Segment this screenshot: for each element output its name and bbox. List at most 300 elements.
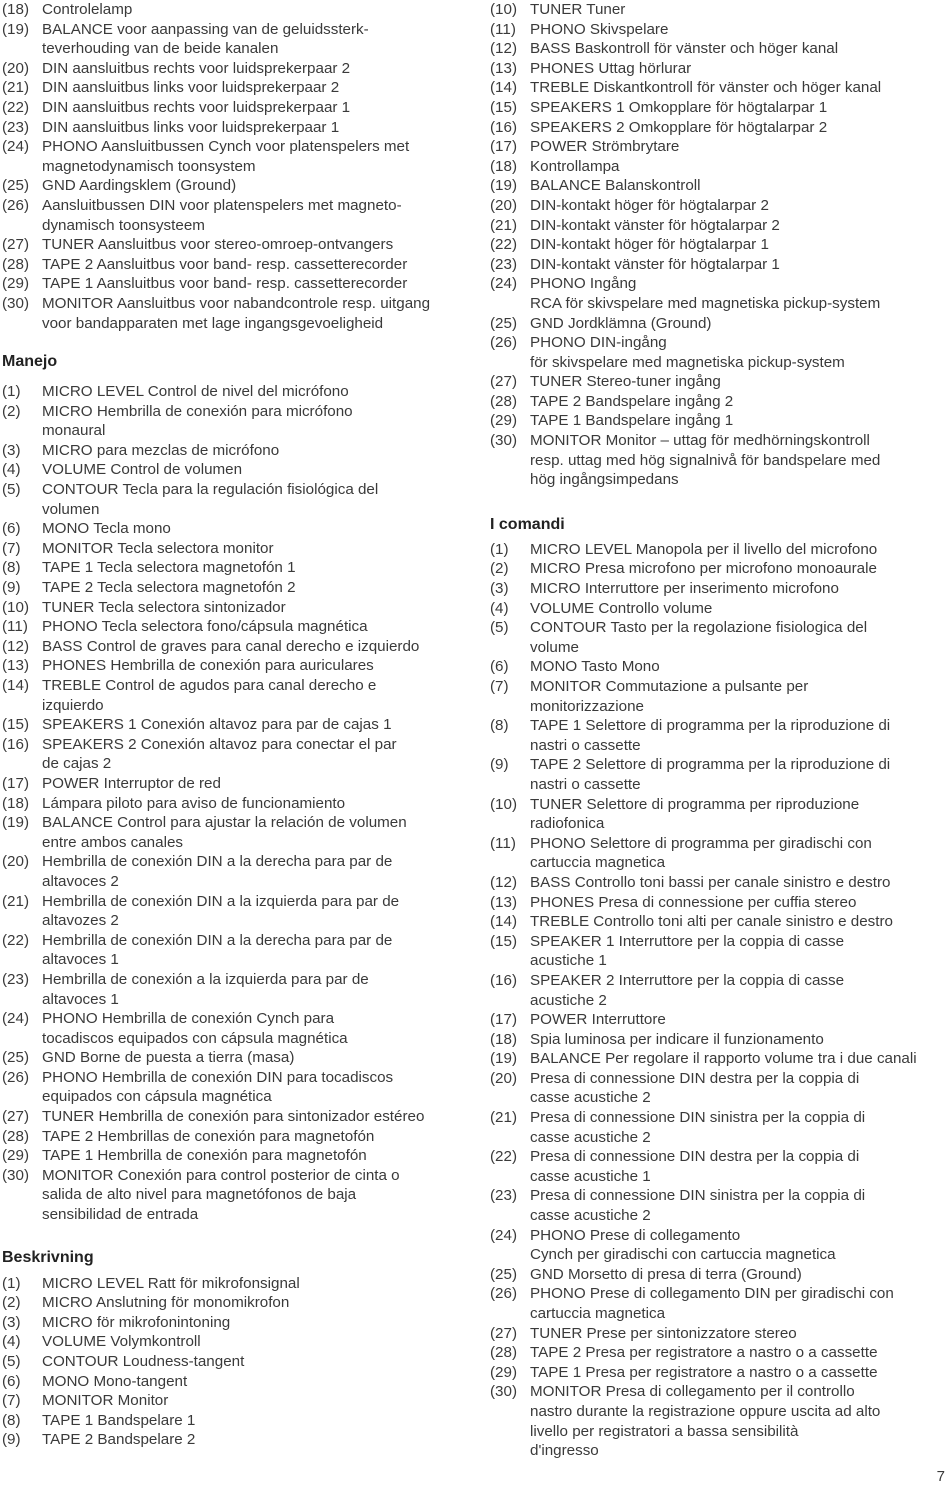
item-text-continued: Cynch per giradischi con cartuccia magnetica bbox=[530, 1246, 836, 1264]
item-number: (14) bbox=[490, 79, 518, 97]
list-item bbox=[490, 1363, 950, 1383]
item-text: TAPE 2 Tecla selectora magnetofón 2 bbox=[42, 579, 296, 597]
item-text: CONTOUR Tecla para la regulación fisiológica del bbox=[42, 481, 379, 499]
item-number: (23) bbox=[2, 970, 30, 988]
list-item bbox=[2, 539, 472, 559]
item-number: (14) bbox=[2, 677, 30, 694]
list-item bbox=[490, 59, 950, 79]
item-number: (16) bbox=[490, 971, 518, 989]
item-text: DIN aansluitbus links voor luidsprekerpaar 2 bbox=[42, 79, 340, 97]
item-text: SPEAKERS 2 Omkopplare för högtalarpar 2 bbox=[530, 118, 828, 136]
list-item bbox=[490, 1284, 950, 1304]
item-text: TAPE 1 Aansluitbus voor band- resp. cassetterecorder bbox=[42, 275, 408, 293]
item-number: (4) bbox=[490, 599, 509, 617]
list-item bbox=[490, 39, 950, 59]
item-number: (7) bbox=[490, 678, 509, 695]
item-number: (2) bbox=[490, 560, 509, 578]
item-number: (9) bbox=[2, 1431, 21, 1449]
item-number: (15) bbox=[490, 932, 518, 950]
item-text-continued: d'ingresso bbox=[530, 1442, 599, 1460]
item-text-continued: altavoces 1 bbox=[42, 990, 119, 1008]
list-item bbox=[2, 402, 472, 422]
item-text: MONITOR Presa di collegamento per il controllo bbox=[530, 1383, 855, 1401]
item-text: MICRO Hembrilla de conexión para micrófono bbox=[42, 402, 353, 420]
item-number: (22) bbox=[490, 1148, 518, 1166]
item-number: (11) bbox=[490, 834, 516, 852]
item-number: (25) bbox=[2, 1049, 30, 1067]
item-number: (20) bbox=[490, 196, 518, 214]
item-number: (23) bbox=[490, 1187, 518, 1205]
list-item bbox=[490, 1010, 950, 1030]
item-text: PHONES Presa di connessione per cuffia stereo bbox=[530, 893, 857, 911]
list-item bbox=[490, 372, 950, 392]
item-number: (24) bbox=[490, 275, 518, 293]
item-number: (18) bbox=[490, 1030, 518, 1048]
list-item bbox=[2, 1146, 472, 1166]
swedish-list-continued bbox=[490, 0, 950, 490]
item-text: POWER Strömbrytare bbox=[530, 138, 680, 156]
item-number: (23) bbox=[2, 118, 30, 136]
list-item bbox=[2, 255, 472, 275]
list-item bbox=[2, 1009, 472, 1029]
item-number: (19) bbox=[490, 1050, 518, 1068]
list-item bbox=[490, 196, 950, 216]
item-text-continued: livello per registratori a bassa sensibilità bbox=[530, 1422, 799, 1440]
list-item bbox=[2, 78, 472, 98]
list-item bbox=[2, 931, 472, 951]
item-number: (22) bbox=[490, 236, 518, 254]
item-text-continued: equipados con cápsula magnética bbox=[42, 1088, 272, 1106]
list-item bbox=[2, 1332, 472, 1352]
item-text: Presa di connessione DIN sinistra per la coppia di bbox=[530, 1109, 866, 1127]
item-number: (10) bbox=[2, 598, 30, 616]
list-item bbox=[490, 1343, 950, 1363]
item-number: (3) bbox=[2, 1313, 21, 1331]
item-text-continued: salida de alto nivel para magnetófonos de baja bbox=[42, 1186, 357, 1204]
item-text: MONO Tasto Mono bbox=[530, 658, 660, 676]
list-item bbox=[490, 1324, 950, 1344]
item-text: PHONO Ingång bbox=[530, 275, 637, 293]
item-text: Presa di connessione DIN sinistra per la coppia di bbox=[530, 1187, 866, 1205]
item-text: Kontrollampa bbox=[530, 157, 620, 175]
item-text: Lámpara piloto para aviso de funcionamiento bbox=[42, 794, 346, 812]
item-number: (16) bbox=[2, 735, 30, 753]
dutch-list bbox=[2, 0, 472, 333]
list-item bbox=[2, 519, 472, 539]
item-text-continued: cartuccia magnetica bbox=[530, 1305, 666, 1322]
list-item bbox=[490, 255, 950, 275]
item-text: PHONO Hembrilla de conexión DIN para tocadiscos bbox=[42, 1068, 394, 1086]
item-text: PHONO Prese di collegamento bbox=[530, 1226, 741, 1244]
item-text: PHONO Prese di collegamento DIN per giradischi con bbox=[530, 1285, 894, 1303]
item-text: PHONO Selettore di programma per giradischi con bbox=[530, 834, 872, 852]
item-text: Presa di connessione DIN destra per la coppia di bbox=[530, 1069, 860, 1087]
item-number: (3) bbox=[490, 580, 509, 598]
item-text-continued: entre ambos canales bbox=[42, 833, 183, 851]
list-item bbox=[2, 98, 472, 118]
item-text: BALANCE voor aanpassing van de geluidssterk- bbox=[42, 20, 369, 38]
item-text: TAPE 1 Bandspelare 1 bbox=[42, 1411, 196, 1429]
list-item bbox=[490, 1265, 950, 1285]
item-number: (27) bbox=[2, 1108, 30, 1126]
item-text-continued: RCA för skivspelare med magnetiska pickup-system bbox=[530, 294, 881, 312]
item-number: (19) bbox=[2, 20, 30, 38]
item-number: (21) bbox=[2, 892, 30, 910]
item-number: (17) bbox=[2, 774, 30, 792]
list-item bbox=[490, 1049, 950, 1069]
list-item bbox=[2, 1166, 472, 1186]
item-text-continued: tocadiscos equipados con cápsula magnética bbox=[42, 1029, 348, 1047]
item-number: (14) bbox=[490, 913, 518, 931]
item-number: (1) bbox=[490, 540, 509, 558]
item-text: TUNER Selettore di programma per riproduzione bbox=[530, 795, 860, 813]
item-text: PHONO Skivspelare bbox=[530, 20, 669, 38]
item-text: MICRO para mezclas de micrófono bbox=[42, 441, 280, 459]
list-item bbox=[490, 20, 950, 40]
item-number: (26) bbox=[2, 196, 30, 214]
item-text: MONO Tecla mono bbox=[42, 520, 171, 538]
list-item bbox=[490, 1030, 950, 1050]
item-text: TAPE 2 Bandspelare ingång 2 bbox=[530, 392, 734, 410]
list-item bbox=[2, 1068, 472, 1088]
item-text: MONITOR Tecla selectora monitor bbox=[42, 539, 274, 557]
item-text: PHONO Hembrilla de conexión Cynch para bbox=[42, 1010, 335, 1028]
item-text: CONTOUR Loudness-tangent bbox=[42, 1353, 245, 1370]
swedish-heading: Beskrivning bbox=[2, 1248, 94, 1266]
item-text: TAPE 1 Hembrilla de conexión para magnetofón bbox=[42, 1147, 367, 1165]
item-number: (17) bbox=[490, 138, 518, 156]
item-number: (30) bbox=[490, 1383, 518, 1401]
item-text: DIN-kontakt vänster för högtalarpar 2 bbox=[530, 216, 780, 234]
item-text: BALANCE Per regolare il rapporto volume tra i due canali bbox=[530, 1050, 917, 1068]
list-item bbox=[490, 118, 950, 138]
list-item bbox=[490, 971, 950, 991]
list-item bbox=[2, 637, 472, 657]
list-item bbox=[2, 118, 472, 138]
item-text: PHONO DIN-ingång bbox=[530, 334, 667, 352]
list-item bbox=[2, 794, 472, 814]
item-number: (30) bbox=[2, 294, 30, 312]
list-item bbox=[2, 441, 472, 461]
item-number: (28) bbox=[490, 1344, 518, 1362]
item-number: (18) bbox=[2, 794, 30, 812]
item-number: (2) bbox=[2, 402, 21, 420]
item-number: (27) bbox=[490, 373, 518, 391]
list-item bbox=[490, 932, 950, 952]
item-text: DIN aansluitbus rechts voor luidsprekerpaar 2 bbox=[42, 59, 351, 77]
list-item bbox=[490, 716, 950, 736]
item-text-continued: monaural bbox=[42, 422, 106, 440]
list-item bbox=[2, 735, 472, 755]
item-text: MICRO LEVEL Manopola per il livello del microfono bbox=[530, 540, 878, 558]
list-item bbox=[2, 235, 472, 255]
item-text: GND Borne de puesta a tierra (masa) bbox=[42, 1049, 295, 1067]
list-item bbox=[490, 599, 950, 619]
item-text: TAPE 2 Hembrillas de conexión para magnetofón bbox=[42, 1127, 375, 1145]
list-item bbox=[2, 676, 472, 696]
list-item bbox=[490, 78, 950, 98]
page-number: 7 bbox=[936, 1468, 945, 1485]
item-text: MONO Mono-tangent bbox=[42, 1372, 188, 1390]
item-text: MICRO Anslutning för monomikrofon bbox=[42, 1294, 290, 1312]
item-text: Presa di connessione DIN destra per la coppia di bbox=[530, 1148, 860, 1166]
item-text: TAPE 2 Bandspelare 2 bbox=[42, 1431, 196, 1449]
item-number: (17) bbox=[490, 1011, 518, 1029]
list-item bbox=[2, 892, 472, 912]
item-text: TUNER Tuner bbox=[530, 1, 626, 18]
list-item bbox=[490, 559, 950, 579]
item-text: MICRO LEVEL Control de nivel del micrófono bbox=[42, 383, 349, 401]
list-item bbox=[490, 431, 950, 451]
item-number: (29) bbox=[2, 1147, 30, 1165]
item-text: BASS Controllo toni bassi per canale sinistro e destro bbox=[530, 873, 891, 891]
item-text: MONITOR Aansluitbus voor nabandcontrole resp. uitgang bbox=[42, 294, 431, 312]
item-text-continued: casse acustiche 2 bbox=[530, 1089, 651, 1107]
spanish-list bbox=[2, 382, 472, 1225]
item-text: SPEAKERS 1 Omkopplare för högtalarpar 1 bbox=[530, 98, 828, 116]
item-number: (6) bbox=[490, 658, 509, 676]
list-item bbox=[490, 333, 950, 353]
item-text: MICRO Interruttore per inserimento microfono bbox=[530, 580, 839, 598]
list-item bbox=[490, 1186, 950, 1206]
item-text-continued: de cajas 2 bbox=[42, 755, 112, 773]
item-number: (29) bbox=[2, 275, 30, 293]
list-item bbox=[490, 1108, 950, 1128]
item-text: TAPE 2 Aansluitbus voor band- resp. cassetterecorder bbox=[42, 255, 408, 273]
item-text: MICRO LEVEL Ratt för mikrofonsignal bbox=[42, 1274, 300, 1292]
item-number: (22) bbox=[2, 98, 30, 116]
item-number: (10) bbox=[490, 795, 518, 813]
item-text-continued: nastri o cassette bbox=[530, 736, 641, 754]
list-item bbox=[490, 235, 950, 255]
list-item bbox=[2, 558, 472, 578]
item-number: (26) bbox=[2, 1068, 30, 1086]
item-number: (15) bbox=[2, 716, 30, 734]
item-text: MONITOR Monitor – uttag för medhörningskontroll bbox=[530, 432, 870, 450]
item-text: PHONES Uttag hörlurar bbox=[530, 59, 692, 77]
item-number: (11) bbox=[2, 618, 28, 636]
list-item bbox=[490, 1147, 950, 1167]
item-text-continued: magnetodynamisch toonsystem bbox=[42, 157, 256, 175]
item-number: (10) bbox=[490, 1, 518, 18]
item-number: (27) bbox=[2, 236, 30, 254]
item-text-continued: casse acustiche 1 bbox=[530, 1167, 651, 1185]
item-number: (25) bbox=[490, 1265, 518, 1283]
list-item bbox=[490, 912, 950, 932]
list-item bbox=[490, 0, 950, 20]
list-item bbox=[2, 1372, 472, 1392]
item-text-continued: acustiche 2 bbox=[530, 991, 607, 1009]
item-number: (5) bbox=[2, 481, 21, 499]
item-text-continued: acustiche 1 bbox=[530, 952, 607, 970]
item-text: SPEAKER 1 Interruttore per la coppia di casse bbox=[530, 932, 845, 950]
item-text: SPEAKER 2 Interruttore per la coppia di casse bbox=[530, 971, 845, 989]
item-text-continued: nastri o cassette bbox=[530, 775, 641, 793]
item-number: (22) bbox=[2, 931, 30, 949]
list-item bbox=[2, 480, 472, 500]
item-text: TAPE 2 Presa per registratore a nastro o a cassette bbox=[530, 1344, 878, 1362]
item-text: Aansluitbussen DIN voor platenspelers met magneto- bbox=[42, 196, 402, 214]
item-text: TUNER Aansluitbus voor stereo-omroep-ontvangers bbox=[42, 236, 394, 254]
item-number: (13) bbox=[490, 59, 518, 77]
item-number: (15) bbox=[490, 98, 518, 116]
list-item bbox=[2, 1274, 472, 1294]
item-text: TREBLE Diskantkontroll för vänster och höger kanal bbox=[530, 79, 882, 97]
item-text: DIN-kontakt vänster för högtalarpar 1 bbox=[530, 255, 780, 273]
item-number: (21) bbox=[490, 216, 518, 234]
item-text: DIN aansluitbus links voor luidsprekerpaar 1 bbox=[42, 118, 340, 136]
item-number: (21) bbox=[490, 1109, 518, 1127]
italian-heading: I comandi bbox=[490, 515, 565, 533]
item-text-continued: hög ingångsimpedans bbox=[530, 471, 679, 489]
item-number: (26) bbox=[490, 1285, 518, 1303]
list-item bbox=[2, 578, 472, 598]
list-item bbox=[2, 852, 472, 872]
list-item bbox=[2, 656, 472, 676]
item-number: (28) bbox=[2, 255, 30, 273]
item-text: PHONO Aansluitbussen Cynch voor platenspelers met bbox=[42, 138, 410, 156]
item-number: (11) bbox=[490, 20, 516, 38]
item-number: (7) bbox=[2, 1392, 21, 1410]
swedish-list bbox=[2, 1274, 472, 1450]
list-item bbox=[490, 677, 950, 697]
list-item bbox=[2, 0, 472, 20]
item-number: (5) bbox=[490, 619, 509, 637]
item-number: (28) bbox=[2, 1127, 30, 1145]
spanish-heading: Manejo bbox=[2, 353, 58, 371]
list-item bbox=[2, 1430, 472, 1450]
item-text: GND Jordklämna (Ground) bbox=[530, 314, 712, 332]
list-item bbox=[2, 715, 472, 735]
item-text-continued: teverhouding van de beide kanalen bbox=[42, 40, 279, 58]
item-text-continued: cartuccia magnetica bbox=[530, 854, 666, 872]
item-text: TAPE 1 Bandspelare ingång 1 bbox=[530, 412, 734, 430]
item-text: Spia luminosa per indicare il funzionamento bbox=[530, 1030, 824, 1048]
list-item bbox=[2, 20, 472, 40]
list-item bbox=[2, 1048, 472, 1068]
item-text: BASS Control de graves para canal derecho e izquierdo bbox=[42, 637, 420, 655]
item-number: (20) bbox=[490, 1069, 518, 1087]
item-number: (7) bbox=[2, 539, 21, 557]
item-number: (24) bbox=[2, 1010, 30, 1028]
list-item bbox=[490, 314, 950, 334]
item-text: PHONO Tecla selectora fono/cápsula magnética bbox=[42, 618, 368, 636]
item-text-continued: radiofonica bbox=[530, 815, 605, 833]
list-item bbox=[490, 893, 950, 913]
list-item bbox=[2, 59, 472, 79]
item-text: DIN-kontakt höger för högtalarpar 1 bbox=[530, 236, 769, 254]
item-number: (9) bbox=[490, 756, 509, 774]
list-item bbox=[2, 382, 472, 402]
item-number: (18) bbox=[2, 1, 30, 18]
left-column bbox=[2, 0, 472, 1450]
item-number: (29) bbox=[490, 412, 518, 430]
item-number: (6) bbox=[2, 1372, 21, 1390]
list-item bbox=[2, 274, 472, 294]
item-text-continued: resp. uttag med hög signalnivå för bandspelare med bbox=[530, 451, 881, 469]
item-number: (19) bbox=[490, 177, 518, 195]
item-text: DIN aansluitbus rechts voor luidsprekerpaar 1 bbox=[42, 98, 351, 116]
list-item bbox=[2, 813, 472, 833]
list-item bbox=[2, 1313, 472, 1333]
item-text: TAPE 1 Selettore di programma per la riproduzione di bbox=[530, 717, 891, 735]
list-item bbox=[2, 1107, 472, 1127]
item-text: BALANCE Balanskontroll bbox=[530, 177, 701, 195]
list-item bbox=[490, 157, 950, 177]
item-text-continued: dynamisch toonsysteem bbox=[42, 216, 205, 234]
list-item bbox=[490, 873, 950, 893]
item-text: POWER Interruttore bbox=[530, 1011, 666, 1029]
list-item bbox=[490, 274, 950, 294]
item-number: (26) bbox=[490, 334, 518, 352]
item-number: (6) bbox=[2, 520, 21, 538]
item-text: Controlelamp bbox=[42, 1, 133, 18]
item-number: (29) bbox=[490, 1363, 518, 1381]
list-item bbox=[2, 196, 472, 216]
item-text: TUNER Prese per sintonizzatore stereo bbox=[530, 1324, 797, 1342]
list-item bbox=[2, 176, 472, 196]
item-number: (9) bbox=[2, 579, 21, 597]
item-text: Hembrilla de conexión a la izquierda para par de bbox=[42, 970, 369, 988]
item-number: (19) bbox=[2, 814, 30, 832]
item-text-continued: altavoces 2 bbox=[42, 872, 119, 890]
item-number: (24) bbox=[490, 1226, 518, 1244]
item-number: (12) bbox=[490, 40, 518, 58]
list-item bbox=[490, 176, 950, 196]
item-text: POWER Interruptor de red bbox=[42, 774, 221, 792]
list-item bbox=[490, 137, 950, 157]
item-number: (13) bbox=[2, 657, 30, 675]
list-item bbox=[490, 1069, 950, 1089]
item-text: VOLUME Control de volumen bbox=[42, 461, 243, 479]
list-item bbox=[2, 617, 472, 637]
item-number: (20) bbox=[2, 853, 30, 871]
item-number: (24) bbox=[2, 138, 30, 156]
item-number: (21) bbox=[2, 79, 30, 97]
item-text: BASS Baskontroll för vänster och höger kanal bbox=[530, 40, 839, 58]
item-text: Hembrilla de conexión DIN a la derecha para par de bbox=[42, 931, 393, 949]
item-text: VOLUME Volymkontroll bbox=[42, 1333, 201, 1351]
item-text-continued: izquierdo bbox=[42, 696, 104, 714]
item-text-continued: volume bbox=[530, 638, 579, 656]
item-text: GND Aardingsklem (Ground) bbox=[42, 177, 237, 195]
list-item bbox=[490, 1226, 950, 1246]
item-text: MICRO Presa microfono per microfono monoaurale bbox=[530, 560, 877, 578]
item-text: MONITOR Monitor bbox=[42, 1392, 169, 1410]
list-item bbox=[490, 411, 950, 431]
list-item bbox=[2, 294, 472, 314]
item-number: (18) bbox=[490, 157, 518, 175]
list-item bbox=[2, 1391, 472, 1411]
list-item bbox=[490, 579, 950, 599]
list-item bbox=[2, 598, 472, 618]
item-number: (30) bbox=[490, 432, 518, 450]
item-text-continued: voor bandapparaten met lage ingangsgevoeligheid bbox=[42, 314, 384, 332]
item-number: (4) bbox=[2, 461, 21, 479]
list-item bbox=[490, 98, 950, 118]
item-text-continued: nastro durante la registrazione oppure uscita ad alto bbox=[530, 1402, 881, 1420]
item-number: (3) bbox=[2, 441, 21, 459]
italian-list bbox=[490, 540, 950, 1461]
item-number: (28) bbox=[490, 392, 518, 410]
item-text: SPEAKERS 2 Conexión altavoz para conectar el par bbox=[42, 735, 397, 753]
item-number: (5) bbox=[2, 1353, 21, 1370]
item-text: GND Morsetto di presa di terra (Ground) bbox=[530, 1265, 802, 1283]
item-text: PHONES Hembrilla de conexión para auriculares bbox=[42, 657, 374, 675]
list-item bbox=[490, 392, 950, 412]
item-number: (13) bbox=[490, 893, 518, 911]
list-item bbox=[2, 1127, 472, 1147]
